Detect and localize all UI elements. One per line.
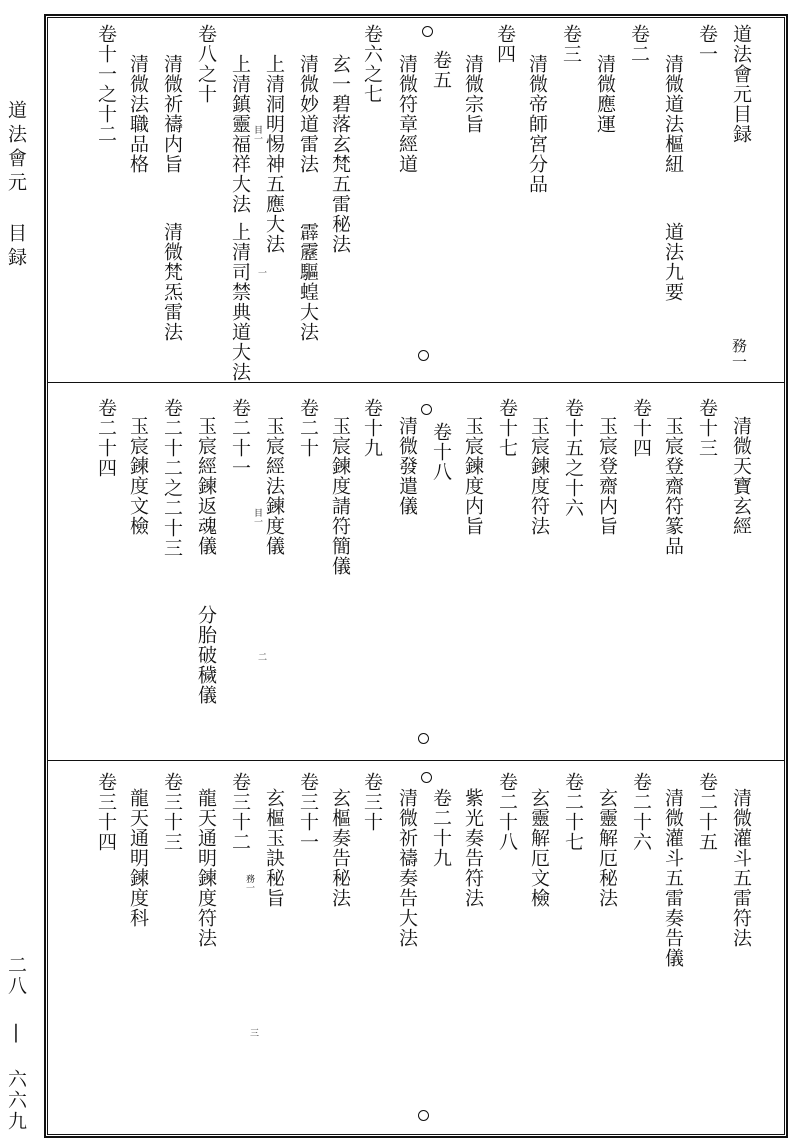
- toc-entry: 清微應運: [594, 54, 616, 134]
- circle-mark: [418, 350, 429, 361]
- volume-heading: 卷三十一: [297, 772, 319, 852]
- toc-entry: 上清司禁典道大法: [229, 222, 251, 382]
- volume-heading: 卷二十七: [562, 772, 584, 852]
- volume-heading: 卷三十四: [95, 772, 117, 852]
- leaf-mark: 二: [256, 652, 266, 661]
- toc-entry: 玉宸登齋内旨: [596, 416, 618, 536]
- toc-entry: 清微祈禱奏告大法: [396, 788, 418, 948]
- volume-heading: 卷十九: [361, 398, 383, 458]
- volume-heading: 卷六之七: [361, 24, 383, 104]
- circle-mark: [418, 733, 429, 744]
- volume-heading: 卷二十九: [430, 788, 452, 868]
- circle-mark: [418, 1110, 429, 1121]
- volume-heading: 卷二十: [297, 398, 319, 458]
- toc-entry: 玄樞奏告秘法: [329, 788, 351, 908]
- toc-entry: 玉宸鍊度内旨: [462, 416, 484, 536]
- circle-mark: [421, 404, 432, 415]
- toc-entry: 上清洞明惕神五應大法: [263, 54, 285, 254]
- margin-page-number: 二八 | 六六九: [5, 955, 27, 1132]
- toc-entry: 玉宸鍊度符法: [528, 416, 550, 536]
- toc-entry: 玄靈解厄秘法: [596, 788, 618, 908]
- toc-entry: 清微道法樞紐: [662, 54, 684, 174]
- circle-mark: [422, 26, 433, 37]
- volume-heading: 卷二十二之二十三: [161, 398, 183, 558]
- toc-entry: 清微宗旨: [462, 54, 484, 134]
- toc-entry: 龍天通明鍊度符法: [195, 788, 217, 948]
- toc-entry: 玄樞玉訣秘旨: [263, 788, 285, 908]
- volume-heading: 卷三十: [361, 772, 383, 832]
- toc-entry: 分胎破穢儀: [195, 605, 217, 705]
- toc-entry: 清微梵炁雷法: [161, 222, 183, 342]
- volume-heading: 卷一: [696, 24, 718, 64]
- volume-heading: 卷八之十: [195, 24, 217, 104]
- toc-entry: 清微符章經道: [396, 54, 418, 174]
- volume-heading: 卷十五之十六: [562, 398, 584, 518]
- toc-entry: 玄一碧落玄梵五雷秘法: [329, 54, 351, 254]
- volume-heading: 卷二十五: [696, 772, 718, 852]
- volume-heading: 卷十三: [696, 398, 718, 458]
- section-divider-2: [47, 760, 785, 761]
- toc-title: 道法會元目録: [730, 24, 752, 144]
- section-divider-1: [47, 382, 785, 383]
- toc-entry: 上清鎮靈福祥大法: [229, 54, 251, 214]
- toc-entry: 清微灌斗五雷奏告儀: [662, 788, 684, 968]
- volume-heading: 卷十一之十二: [95, 24, 117, 144]
- toc-entry: 清微灌斗五雷符法: [730, 788, 752, 948]
- volume-heading: 卷二: [628, 24, 650, 64]
- volume-heading: 卷四: [494, 24, 516, 64]
- leaf-mark: 目一: [252, 508, 262, 526]
- toc-entry: 清微法職品格: [127, 54, 149, 174]
- volume-heading: 卷三十三: [161, 772, 183, 852]
- toc-entry: 玉宸鍊度文檢: [127, 416, 149, 536]
- volume-heading: 卷十八: [430, 422, 452, 482]
- toc-entry: 道法九要: [662, 222, 684, 302]
- volume-heading: 卷三: [560, 24, 582, 64]
- toc-entry: 清微妙道雷法: [297, 54, 319, 174]
- toc-entry: 清微發遣儀: [396, 416, 418, 516]
- volume-heading: 卷二十八: [496, 772, 518, 852]
- volume-heading: 卷十四: [630, 398, 652, 458]
- toc-entry: 玉宸經法鍊度儀: [263, 416, 285, 556]
- toc-entry: 龍天通明鍊度科: [127, 788, 149, 928]
- toc-entry: 玄靈解厄文檢: [528, 788, 550, 908]
- volume-heading: 卷十七: [496, 398, 518, 458]
- toc-entry: 紫光奏告符法: [462, 788, 484, 908]
- leaf-mark: 三: [248, 1028, 258, 1037]
- volume-heading: 卷二十六: [630, 772, 652, 852]
- circle-mark: [421, 772, 432, 783]
- leaf-mark: 目一: [252, 125, 262, 143]
- toc-entry: 清微帝師宮分品: [526, 54, 548, 194]
- volume-heading: 卷二十四: [95, 398, 117, 478]
- toc-entry: 玉宸登齋符篆品: [662, 416, 684, 556]
- leaf-mark: 務一: [244, 874, 254, 892]
- toc-entry: 清微祈禱内旨: [161, 54, 183, 174]
- toc-entry: 務一: [730, 338, 748, 370]
- toc-entry: 清微天寶玄經: [730, 416, 752, 536]
- toc-entry: 玉宸經鍊返魂儀: [195, 416, 217, 556]
- volume-heading: 卷二十一: [229, 398, 251, 478]
- toc-entry: 玉宸鍊度請符簡儀: [329, 416, 351, 576]
- toc-entry: 霹靂驅蝗大法: [297, 222, 319, 342]
- volume-heading: 卷五: [430, 50, 452, 90]
- leaf-mark: 一: [256, 268, 266, 277]
- volume-heading: 卷三十二: [229, 772, 251, 852]
- margin-book-title: 道法會元 目録: [5, 100, 27, 271]
